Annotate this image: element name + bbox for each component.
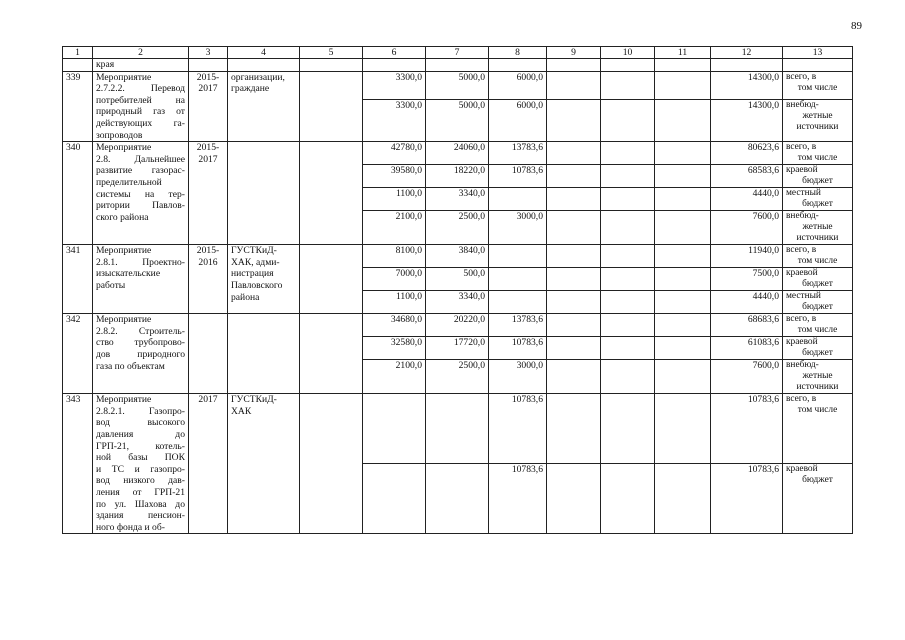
measure-name-line: ритории Павлов- <box>96 200 185 212</box>
column-number-2: 2 <box>93 47 189 59</box>
col5-cell <box>300 314 363 394</box>
column-number-1: 1 <box>63 47 93 59</box>
measure-name-line: 2.8.1. Проектно- <box>96 256 185 268</box>
funding-source-line: бюджет <box>802 302 833 313</box>
amount-col9 <box>547 245 601 268</box>
funding-source-line: источники <box>796 382 839 393</box>
executor-line: нистрация <box>231 268 274 280</box>
measure-name-line: 2.7.2.2. Перевод <box>96 83 185 95</box>
funding-source-line: местный <box>786 188 821 199</box>
period-line: 2016 <box>198 256 218 268</box>
amount-col6: 7000,0 <box>363 268 426 291</box>
funding-source-line: бюджет <box>802 475 833 486</box>
amount-col8 <box>489 268 547 291</box>
amount-col9 <box>547 100 601 142</box>
executor-line: района <box>231 291 260 303</box>
amount-col8 <box>489 245 547 268</box>
executor <box>228 71 300 142</box>
measure-name-line: системы на тер- <box>96 188 185 200</box>
column-number-7: 7 <box>426 47 489 59</box>
amount-col8: 13783,6 <box>489 314 547 337</box>
funding-source-line: всего, в <box>786 142 817 153</box>
amount-col6: 1100,0 <box>363 291 426 314</box>
amount-col8: 3000,0 <box>489 211 547 245</box>
measure-name <box>93 314 189 394</box>
measure-name-line: пределительной <box>96 176 162 188</box>
amount-col7: 24060,0 <box>426 142 489 165</box>
amount-col11 <box>655 211 711 245</box>
amount-total: 4440,0 <box>711 188 783 211</box>
amount-col7: 5000,0 <box>426 100 489 142</box>
table-row <box>63 394 853 464</box>
amount-total: 14300,0 <box>711 100 783 142</box>
measure-name-line: природный газ от <box>96 106 185 118</box>
funding-source <box>783 337 853 360</box>
amount-col8: 13783,6 <box>489 142 547 165</box>
amount-total: 10783,6 <box>711 464 783 534</box>
funding-source <box>783 394 853 464</box>
funding-source <box>783 188 853 211</box>
amount-col9 <box>547 211 601 245</box>
amount-col9 <box>547 165 601 188</box>
funding-source <box>783 71 853 99</box>
period-line: 2015- <box>196 71 220 83</box>
amount-col6: 1100,0 <box>363 188 426 211</box>
amount-col9 <box>547 464 601 534</box>
amount-col11 <box>655 464 711 534</box>
executor-line: ГУСТКиД- <box>231 245 277 257</box>
funding-source-line: бюджет <box>802 199 833 210</box>
executor-line: организации, <box>231 71 285 83</box>
period <box>189 245 228 314</box>
amount-col11 <box>655 100 711 142</box>
amount-col6: 34680,0 <box>363 314 426 337</box>
measure-name-line: вод низкого дав- <box>96 475 185 487</box>
funding-source-line: бюджет <box>802 279 833 290</box>
amount-col7: 2500,0 <box>426 360 489 394</box>
row-number: 340 <box>63 142 93 245</box>
funding-source <box>783 464 853 534</box>
amount-col10 <box>601 71 655 99</box>
amount-col9 <box>547 71 601 99</box>
funding-source-line: бюджет <box>802 176 833 187</box>
row-number: 339 <box>63 71 93 142</box>
col5-cell <box>300 71 363 142</box>
amount-total: 11940,0 <box>711 245 783 268</box>
amount-col8: 10783,6 <box>489 337 547 360</box>
amount-col11 <box>655 165 711 188</box>
amount-col11 <box>655 394 711 464</box>
amount-total: 14300,0 <box>711 71 783 99</box>
funding-source-line: том числе <box>797 325 838 336</box>
continuation-row <box>63 59 853 72</box>
amount-col6: 3300,0 <box>363 71 426 99</box>
measure-name-line: Мероприятие <box>96 394 152 406</box>
measure-name-line: газа по объектам <box>96 360 165 372</box>
measure-name-line: действующих га- <box>96 117 185 129</box>
funding-source-line: внебюд- <box>786 100 819 111</box>
measure-name-line: Мероприятие <box>96 314 152 326</box>
amount-col6: 3300,0 <box>363 100 426 142</box>
funding-source <box>783 211 853 245</box>
amount-col10 <box>601 142 655 165</box>
empty-cell <box>547 59 601 72</box>
amount-col11 <box>655 291 711 314</box>
col5-cell <box>300 245 363 314</box>
amount-total: 61083,6 <box>711 337 783 360</box>
measure-name-line: Мероприятие <box>96 142 152 154</box>
column-number-6: 6 <box>363 47 426 59</box>
col5-cell <box>300 394 363 534</box>
amount-col6: 2100,0 <box>363 211 426 245</box>
amount-col8: 3000,0 <box>489 360 547 394</box>
period-line: 2017 <box>198 83 218 95</box>
period-line: 2015- <box>196 142 220 154</box>
amount-col11 <box>655 268 711 291</box>
table-row <box>63 245 853 268</box>
executor-line: ГУСТКиД- <box>231 394 277 406</box>
period <box>189 394 228 534</box>
amount-col10 <box>601 245 655 268</box>
amount-col6: 32580,0 <box>363 337 426 360</box>
funding-source-line: всего, в <box>786 71 817 82</box>
measure-name-line: ной базы ПОК <box>96 452 185 464</box>
amount-col9 <box>547 314 601 337</box>
amount-col7: 2500,0 <box>426 211 489 245</box>
amount-col10 <box>601 314 655 337</box>
measure-name <box>93 394 189 534</box>
funding-source-line: том числе <box>797 153 838 164</box>
measure-name-line: Мероприятие <box>96 71 152 83</box>
executor <box>228 245 300 314</box>
amount-col10 <box>601 165 655 188</box>
amount-col10 <box>601 360 655 394</box>
executor <box>228 394 300 534</box>
funding-source-line: всего, в <box>786 245 817 256</box>
empty-cell <box>189 59 228 72</box>
empty-cell <box>63 59 93 72</box>
funding-source-line: краевой <box>786 464 818 475</box>
measure-name-line: работы <box>96 279 126 291</box>
funding-source-line: всего, в <box>786 314 817 325</box>
funding-source-line: том числе <box>797 82 838 93</box>
amount-col7: 500,0 <box>426 268 489 291</box>
funding-source-line: местный <box>786 291 821 302</box>
amount-col7 <box>426 464 489 534</box>
measure-name <box>93 245 189 314</box>
column-number-11: 11 <box>655 47 711 59</box>
measure-name-line: Мероприятие <box>96 245 152 257</box>
measure-name <box>93 71 189 142</box>
amount-total: 7600,0 <box>711 211 783 245</box>
funding-source <box>783 360 853 394</box>
amount-col9 <box>547 291 601 314</box>
funding-source <box>783 142 853 165</box>
funding-source-line: внебюд- <box>786 211 819 222</box>
amount-col6: 42780,0 <box>363 142 426 165</box>
empty-cell <box>601 59 655 72</box>
funding-source-line: жетные <box>802 371 833 382</box>
table-row <box>63 314 853 337</box>
amount-col11 <box>655 71 711 99</box>
measure-name-line: и ТС и газопро- <box>96 463 185 475</box>
amount-col8 <box>489 291 547 314</box>
amount-col8: 6000,0 <box>489 100 547 142</box>
funding-source <box>783 245 853 268</box>
amount-col10 <box>601 464 655 534</box>
executor-line: граждане <box>231 83 270 95</box>
row-number: 341 <box>63 245 93 314</box>
amount-total: 7500,0 <box>711 268 783 291</box>
amount-col10 <box>601 337 655 360</box>
column-number-9: 9 <box>547 47 601 59</box>
empty-cell <box>783 59 853 72</box>
measure-name-line: ГРП-21, котель- <box>96 440 185 452</box>
funding-source-line: краевой <box>786 268 818 279</box>
period <box>189 142 228 245</box>
measure-name-line: 2.8. Дальнейшее <box>96 153 185 165</box>
measure-name-line: развитие газорас- <box>96 165 185 177</box>
measure-name-line: 2.8.2.1. Газопро- <box>96 405 185 417</box>
empty-cell <box>228 59 300 72</box>
empty-cell <box>300 59 363 72</box>
executor <box>228 314 300 394</box>
period <box>189 314 228 394</box>
amount-col6: 8100,0 <box>363 245 426 268</box>
empty-cell <box>711 59 783 72</box>
measure-name-line: здания пенсион- <box>96 510 185 522</box>
funding-source-line: краевой <box>786 165 818 176</box>
amount-total: 80623,6 <box>711 142 783 165</box>
funding-source <box>783 100 853 142</box>
amount-total: 68683,6 <box>711 314 783 337</box>
funding-source-line: бюджет <box>802 348 833 359</box>
header-row <box>63 47 853 59</box>
funding-source <box>783 314 853 337</box>
row-number: 342 <box>63 314 93 394</box>
amount-col9 <box>547 337 601 360</box>
measure-name-line: изыскательские <box>96 268 161 280</box>
amount-col6 <box>363 394 426 464</box>
measure-name-line: ского района <box>96 211 149 223</box>
col5-cell <box>300 142 363 245</box>
empty-cell <box>489 59 547 72</box>
amount-col7: 18220,0 <box>426 165 489 188</box>
amount-col7: 5000,0 <box>426 71 489 99</box>
amount-col6: 39580,0 <box>363 165 426 188</box>
amount-col6 <box>363 464 426 534</box>
period-line: 2017 <box>198 153 218 165</box>
page-number: 89 <box>851 20 862 32</box>
executor-line: Павловского <box>231 279 283 291</box>
measure-name-line: ство трубопрово- <box>96 337 185 349</box>
executor-line: ХАК <box>231 405 252 417</box>
column-number-5: 5 <box>300 47 363 59</box>
amount-col10 <box>601 394 655 464</box>
measure-name-line: ного фонда и об- <box>96 521 165 533</box>
amount-col8 <box>489 188 547 211</box>
funding-source-line: источники <box>796 122 839 133</box>
amount-col11 <box>655 245 711 268</box>
row-number: 343 <box>63 394 93 534</box>
column-number-13: 13 <box>783 47 853 59</box>
period <box>189 71 228 142</box>
amount-col11 <box>655 314 711 337</box>
period-line: 2017 <box>198 394 218 406</box>
amount-col6: 2100,0 <box>363 360 426 394</box>
table-row <box>63 142 853 165</box>
continuation-text: края <box>93 59 189 72</box>
column-number-8: 8 <box>489 47 547 59</box>
measure-name-line: по ул. Шахова до <box>96 498 185 510</box>
measure-name-line: дов природного <box>96 348 185 360</box>
amount-col11 <box>655 337 711 360</box>
amount-col9 <box>547 268 601 291</box>
amount-total: 68583,6 <box>711 165 783 188</box>
measure-name <box>93 142 189 245</box>
amount-col7: 3840,0 <box>426 245 489 268</box>
funding-source-line: том числе <box>797 256 838 267</box>
funding-source-line: внебюд- <box>786 360 819 371</box>
amount-col7 <box>426 394 489 464</box>
funding-source <box>783 268 853 291</box>
table-row <box>63 71 853 99</box>
amount-col10 <box>601 268 655 291</box>
amount-total: 4440,0 <box>711 291 783 314</box>
amount-col10 <box>601 188 655 211</box>
amount-col10 <box>601 211 655 245</box>
amount-col7: 3340,0 <box>426 188 489 211</box>
amount-total: 10783,6 <box>711 394 783 464</box>
measure-name-line: вод высокого <box>96 417 185 429</box>
empty-cell <box>426 59 489 72</box>
column-number-4: 4 <box>228 47 300 59</box>
amount-col9 <box>547 188 601 211</box>
funding-source-line: краевой <box>786 337 818 348</box>
executor <box>228 142 300 245</box>
funding-source-line: источники <box>796 233 839 244</box>
budget-table <box>62 46 853 534</box>
column-number-10: 10 <box>601 47 655 59</box>
measure-name-line: ления от ГРП-21 <box>96 486 185 498</box>
amount-col10 <box>601 100 655 142</box>
amount-col8: 10783,6 <box>489 394 547 464</box>
funding-source-line: жетные <box>802 111 833 122</box>
measure-name-line: зопроводов <box>96 129 143 141</box>
amount-col7: 17720,0 <box>426 337 489 360</box>
column-number-12: 12 <box>711 47 783 59</box>
amount-col8: 10783,6 <box>489 165 547 188</box>
funding-source <box>783 291 853 314</box>
funding-source-line: жетные <box>802 222 833 233</box>
column-number-3: 3 <box>189 47 228 59</box>
period-line: 2015- <box>196 245 220 257</box>
measure-name-line: потребителей на <box>96 94 185 106</box>
empty-cell <box>655 59 711 72</box>
amount-col8: 6000,0 <box>489 71 547 99</box>
amount-col11 <box>655 142 711 165</box>
measure-name-line: 2.8.2. Строитель- <box>96 325 185 337</box>
funding-source-line: всего, в <box>786 394 817 405</box>
amount-col9 <box>547 394 601 464</box>
funding-source <box>783 165 853 188</box>
measure-name-line: давления до <box>96 428 185 440</box>
amount-col11 <box>655 188 711 211</box>
amount-col8: 10783,6 <box>489 464 547 534</box>
amount-col7: 3340,0 <box>426 291 489 314</box>
amount-col9 <box>547 360 601 394</box>
executor-line: ХАК, адми- <box>231 256 280 268</box>
amount-col7: 20220,0 <box>426 314 489 337</box>
funding-source-line: том числе <box>797 405 838 416</box>
amount-col11 <box>655 360 711 394</box>
amount-col9 <box>547 142 601 165</box>
amount-total: 7600,0 <box>711 360 783 394</box>
empty-cell <box>363 59 426 72</box>
amount-col10 <box>601 291 655 314</box>
